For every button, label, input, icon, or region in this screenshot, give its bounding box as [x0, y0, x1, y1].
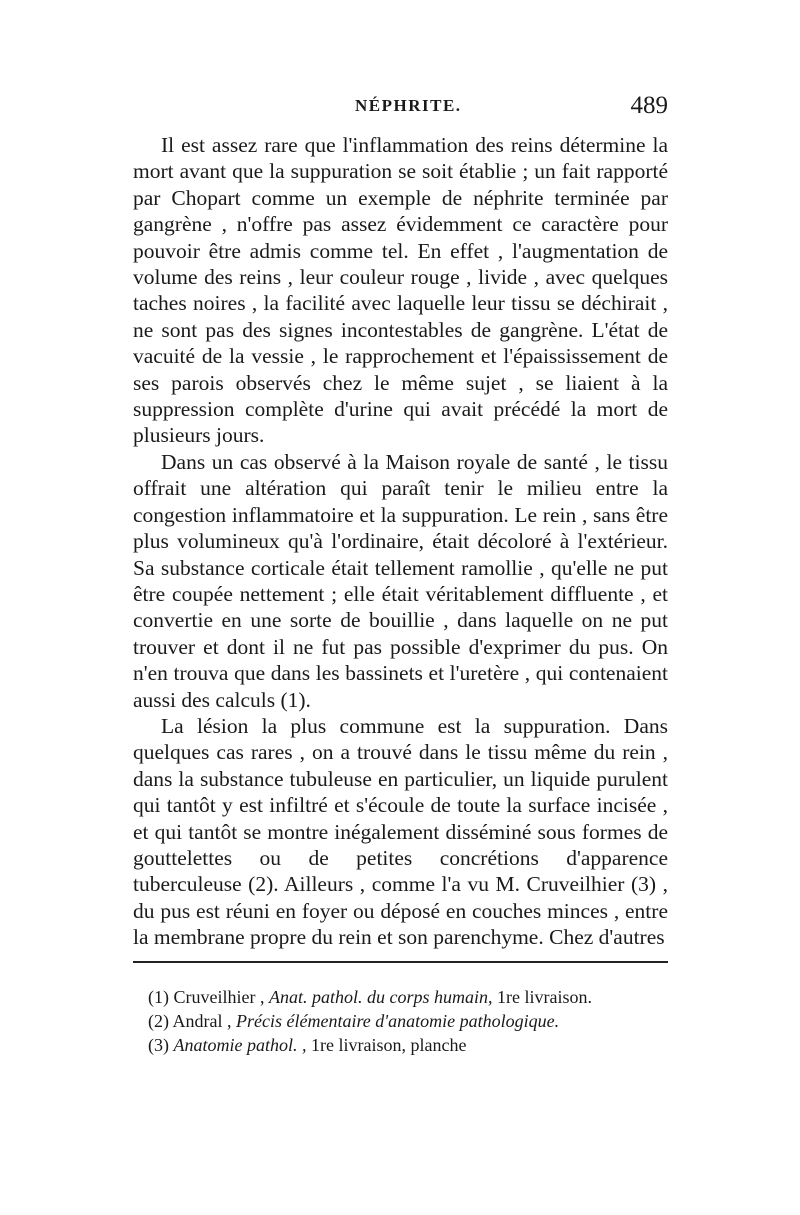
- running-title: NÉPHRITE.: [355, 96, 462, 115]
- footnote-number: (1): [148, 987, 169, 1007]
- footnote-title: Anat. pathol. du corps humain,: [268, 987, 493, 1007]
- page-header: [133, 92, 668, 126]
- page-number: 489: [630, 92, 668, 119]
- footnote-detail: 1re livraison.: [496, 987, 592, 1007]
- footnote-title: Précis élémentaire d'anatomie pathologique.: [236, 1011, 560, 1031]
- footnote-number: (2): [148, 1011, 169, 1031]
- footnotes: [148, 985, 668, 1057]
- footnote: [148, 1009, 668, 1033]
- footnote-author: Andral ,: [172, 1011, 232, 1031]
- footnote: [148, 1033, 668, 1057]
- footnote-title: Anatomie pathol. ,: [173, 1035, 307, 1055]
- paragraph: Il est assez rare que l'inflammation des reins détermine la mort avant que la suppuration se soit établie ; un fait rapporté par Chopart comme un exemple de néphrite terminée par gangrène , n'offre pas assez évidemment ce caractère pour pouvoir être admis comme tel. En effet , l'augmentation de volume des reins , leur couleur rouge , livide , avec quelques taches noires , la facilité avec laquelle leur tissu se déchirait , ne sont pas des signes incontestables de gangrène. L'état de vacuité de la vessie , le rapprochement et l'épaississement de ses parois observés chez le même sujet , se liaient à la suppression complète d'urine qui avait précédé la mort de plusieurs jours.: [133, 133, 668, 448]
- footnote-detail: 1re livraison, planche: [311, 1035, 467, 1055]
- footnote-rule: [133, 961, 668, 963]
- paragraph: Dans un cas observé à la Maison royale de santé , le tissu offrait une altération qui paraît tenir le milieu entre la congestion inflammatoire et la suppuration. Le rein , sans être plus volumineux qu'à l'ordinaire, était décoloré à l'extérieur. Sa substance corticale était tellement ramollie , qu'elle ne put être coupée nettement ; elle était véritablement diffluente , et convertie en une sorte de bouillie , dans laquelle on ne put trouver et dont il ne fut pas possible d'exprimer du pus. On n'en trouva que dans les bassinets et l'uretère , qui contenaient aussi des calculs (1).: [133, 449, 668, 712]
- body-text: [133, 132, 668, 951]
- footnote: [148, 985, 668, 1009]
- footnote-number: (3): [148, 1035, 169, 1055]
- footnote-author: Cruveilhier ,: [173, 987, 265, 1007]
- paragraph: La lésion la plus commune est la suppuration. Dans quelques cas rares , on a trouvé dans le tissu même du rein , dans la substance tubuleuse en particulier, un liquide purulent qui tantôt y est infiltré et s'écoule de toute la surface incisée , et qui tantôt se montre inégalement disséminé sous formes de gouttelettes ou de petites concrétions d'apparence tuberculeuse (2). Ailleurs , comme l'a vu M. Cruveilhier (3) , du pus est réuni en foyer ou déposé en couches minces , entre la membrane propre du rein et son parenchyme. Chez d'autres: [133, 713, 668, 950]
